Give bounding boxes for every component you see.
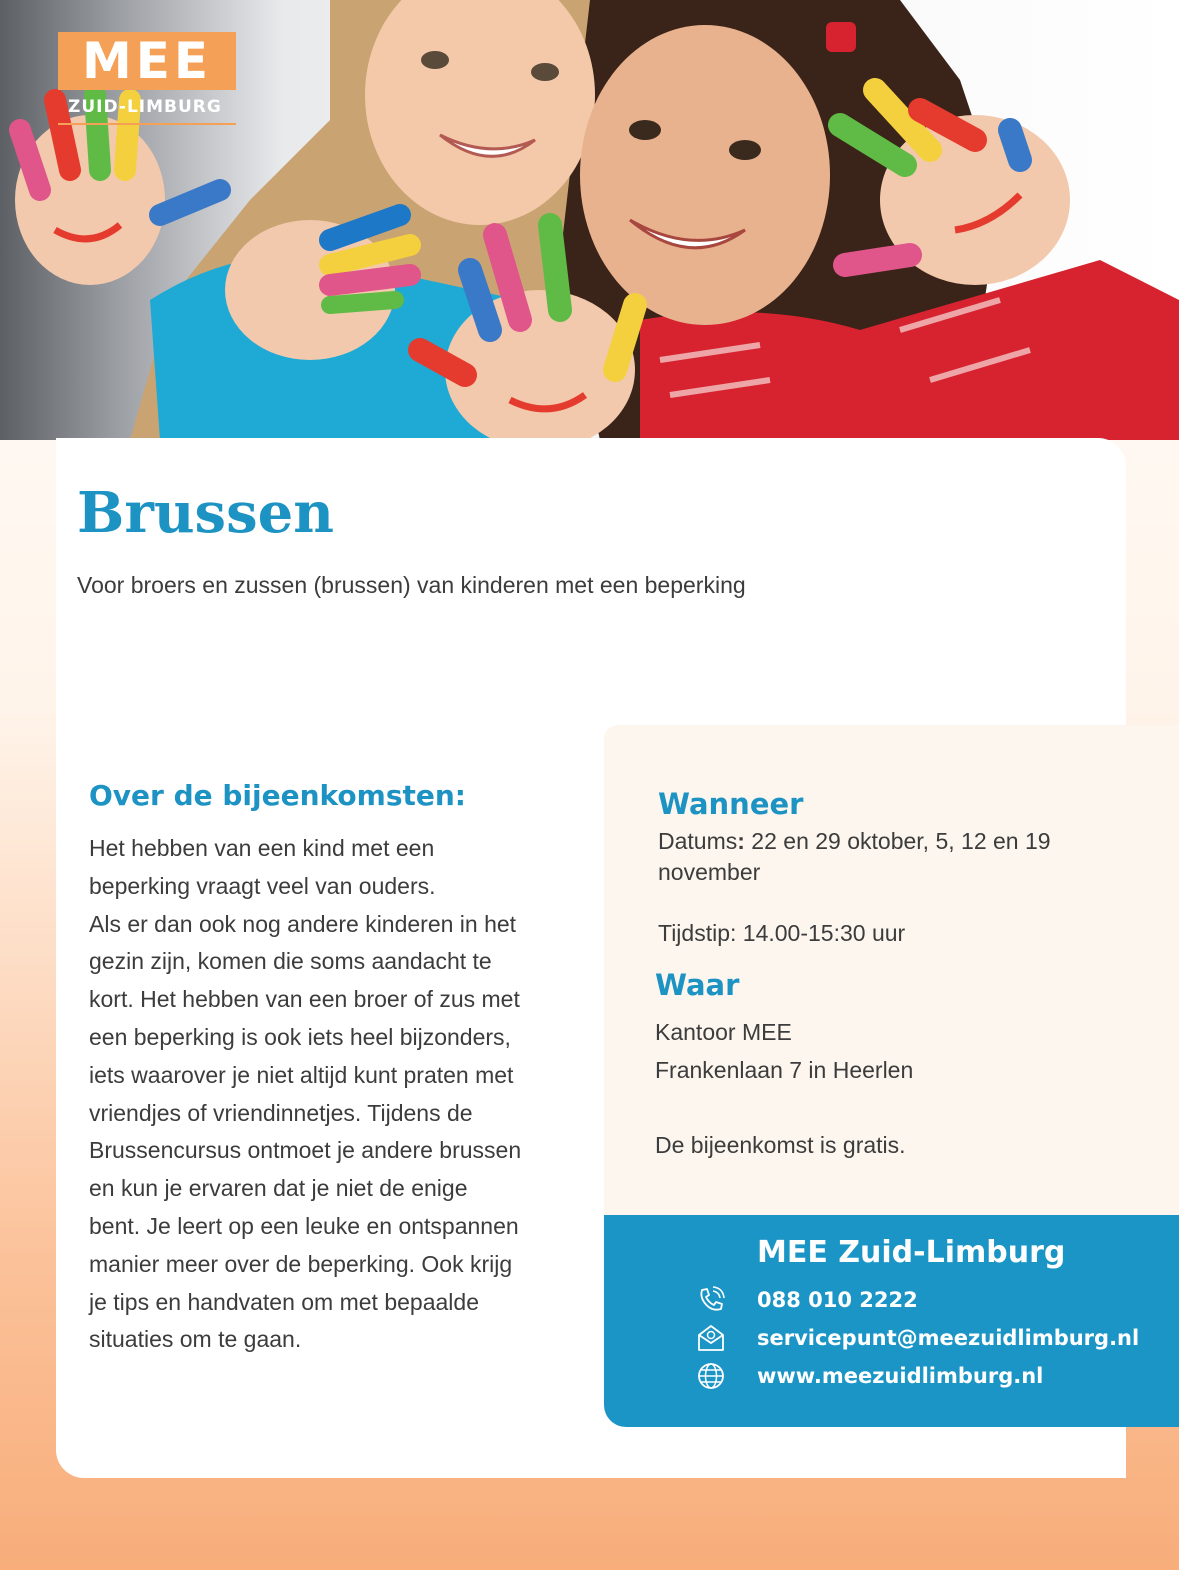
about-line: beperking vraagt veel van ouders.	[89, 872, 436, 899]
contact-email[interactable]: servicepunt@meezuidlimburg.nl	[757, 1326, 1140, 1350]
about-line: Het hebben van een kind met een	[89, 835, 435, 861]
dates-value: 22 en 29 oktober, 5, 12 en 19	[744, 828, 1051, 854]
contact-website[interactable]: www.meezuidlimburg.nl	[757, 1364, 1044, 1388]
page-subtitle: Voor broers en zussen (brussen) van kinderen met een beperking	[77, 572, 746, 598]
free-note: De bijeenkomst is gratis.	[655, 1132, 906, 1158]
when-dates: Datums: 22 en 29 oktober, 5, 12 en 19	[658, 828, 1051, 854]
where-heading: Waar	[655, 968, 740, 1002]
logo-region: ZUID-LIMBURG	[58, 90, 236, 125]
about-line: je tips en handvaten om met bepaalde	[89, 1288, 479, 1315]
contact-website-row[interactable]	[696, 1361, 1043, 1391]
about-line: kort. Het hebben van een broer of zus met	[89, 986, 520, 1013]
about-line: situaties om te gaan.	[89, 1326, 302, 1353]
where-line-2: Frankenlaan 7 in Heerlen	[655, 1057, 914, 1083]
contact-title: MEE Zuid-Limburg	[757, 1235, 1066, 1270]
about-line: manier meer over de beperking. Ook krijg	[89, 1250, 513, 1277]
dates-label: Datums	[658, 828, 738, 854]
phone-icon	[696, 1285, 726, 1315]
about-line: vriendjes of vriendinnetjes. Tijdens de	[89, 1099, 473, 1126]
mee-logo	[58, 32, 236, 125]
about-heading: Over de bijeenkomsten:	[89, 779, 466, 812]
where-line-1: Kantoor MEE	[655, 1019, 792, 1045]
globe-icon	[696, 1361, 726, 1391]
about-line: iets waarover je niet altijd kunt praten met	[89, 1061, 514, 1088]
about-text	[89, 830, 569, 1359]
logo-wordmark: MEE	[58, 32, 236, 90]
contact-email-row[interactable]	[696, 1323, 1139, 1353]
when-time: Tijdstip: 14.00-15:30 uur	[658, 920, 906, 946]
email-icon	[696, 1323, 726, 1353]
contact-phone[interactable]: 088 010 2222	[757, 1288, 918, 1312]
about-line: Brussencursus ontmoet je andere brussen	[89, 1137, 522, 1164]
page-title: Brussen	[77, 480, 334, 546]
contact-phone-row[interactable]	[696, 1285, 918, 1315]
contact-box	[604, 1215, 1179, 1427]
about-line: een beperking is ook iets heel bijzonders,	[89, 1023, 511, 1050]
about-line: en kun je ervaren dat je niet de enige	[89, 1175, 468, 1202]
about-line: gezin zijn, komen die soms aandacht te	[89, 948, 492, 975]
when-dates-cont: november	[658, 859, 761, 885]
about-line: Als er dan ook nog andere kinderen in het	[89, 910, 517, 937]
about-line: bent. Je leert op een leuke en ontspannen	[89, 1212, 519, 1239]
when-heading: Wanneer	[658, 787, 804, 821]
